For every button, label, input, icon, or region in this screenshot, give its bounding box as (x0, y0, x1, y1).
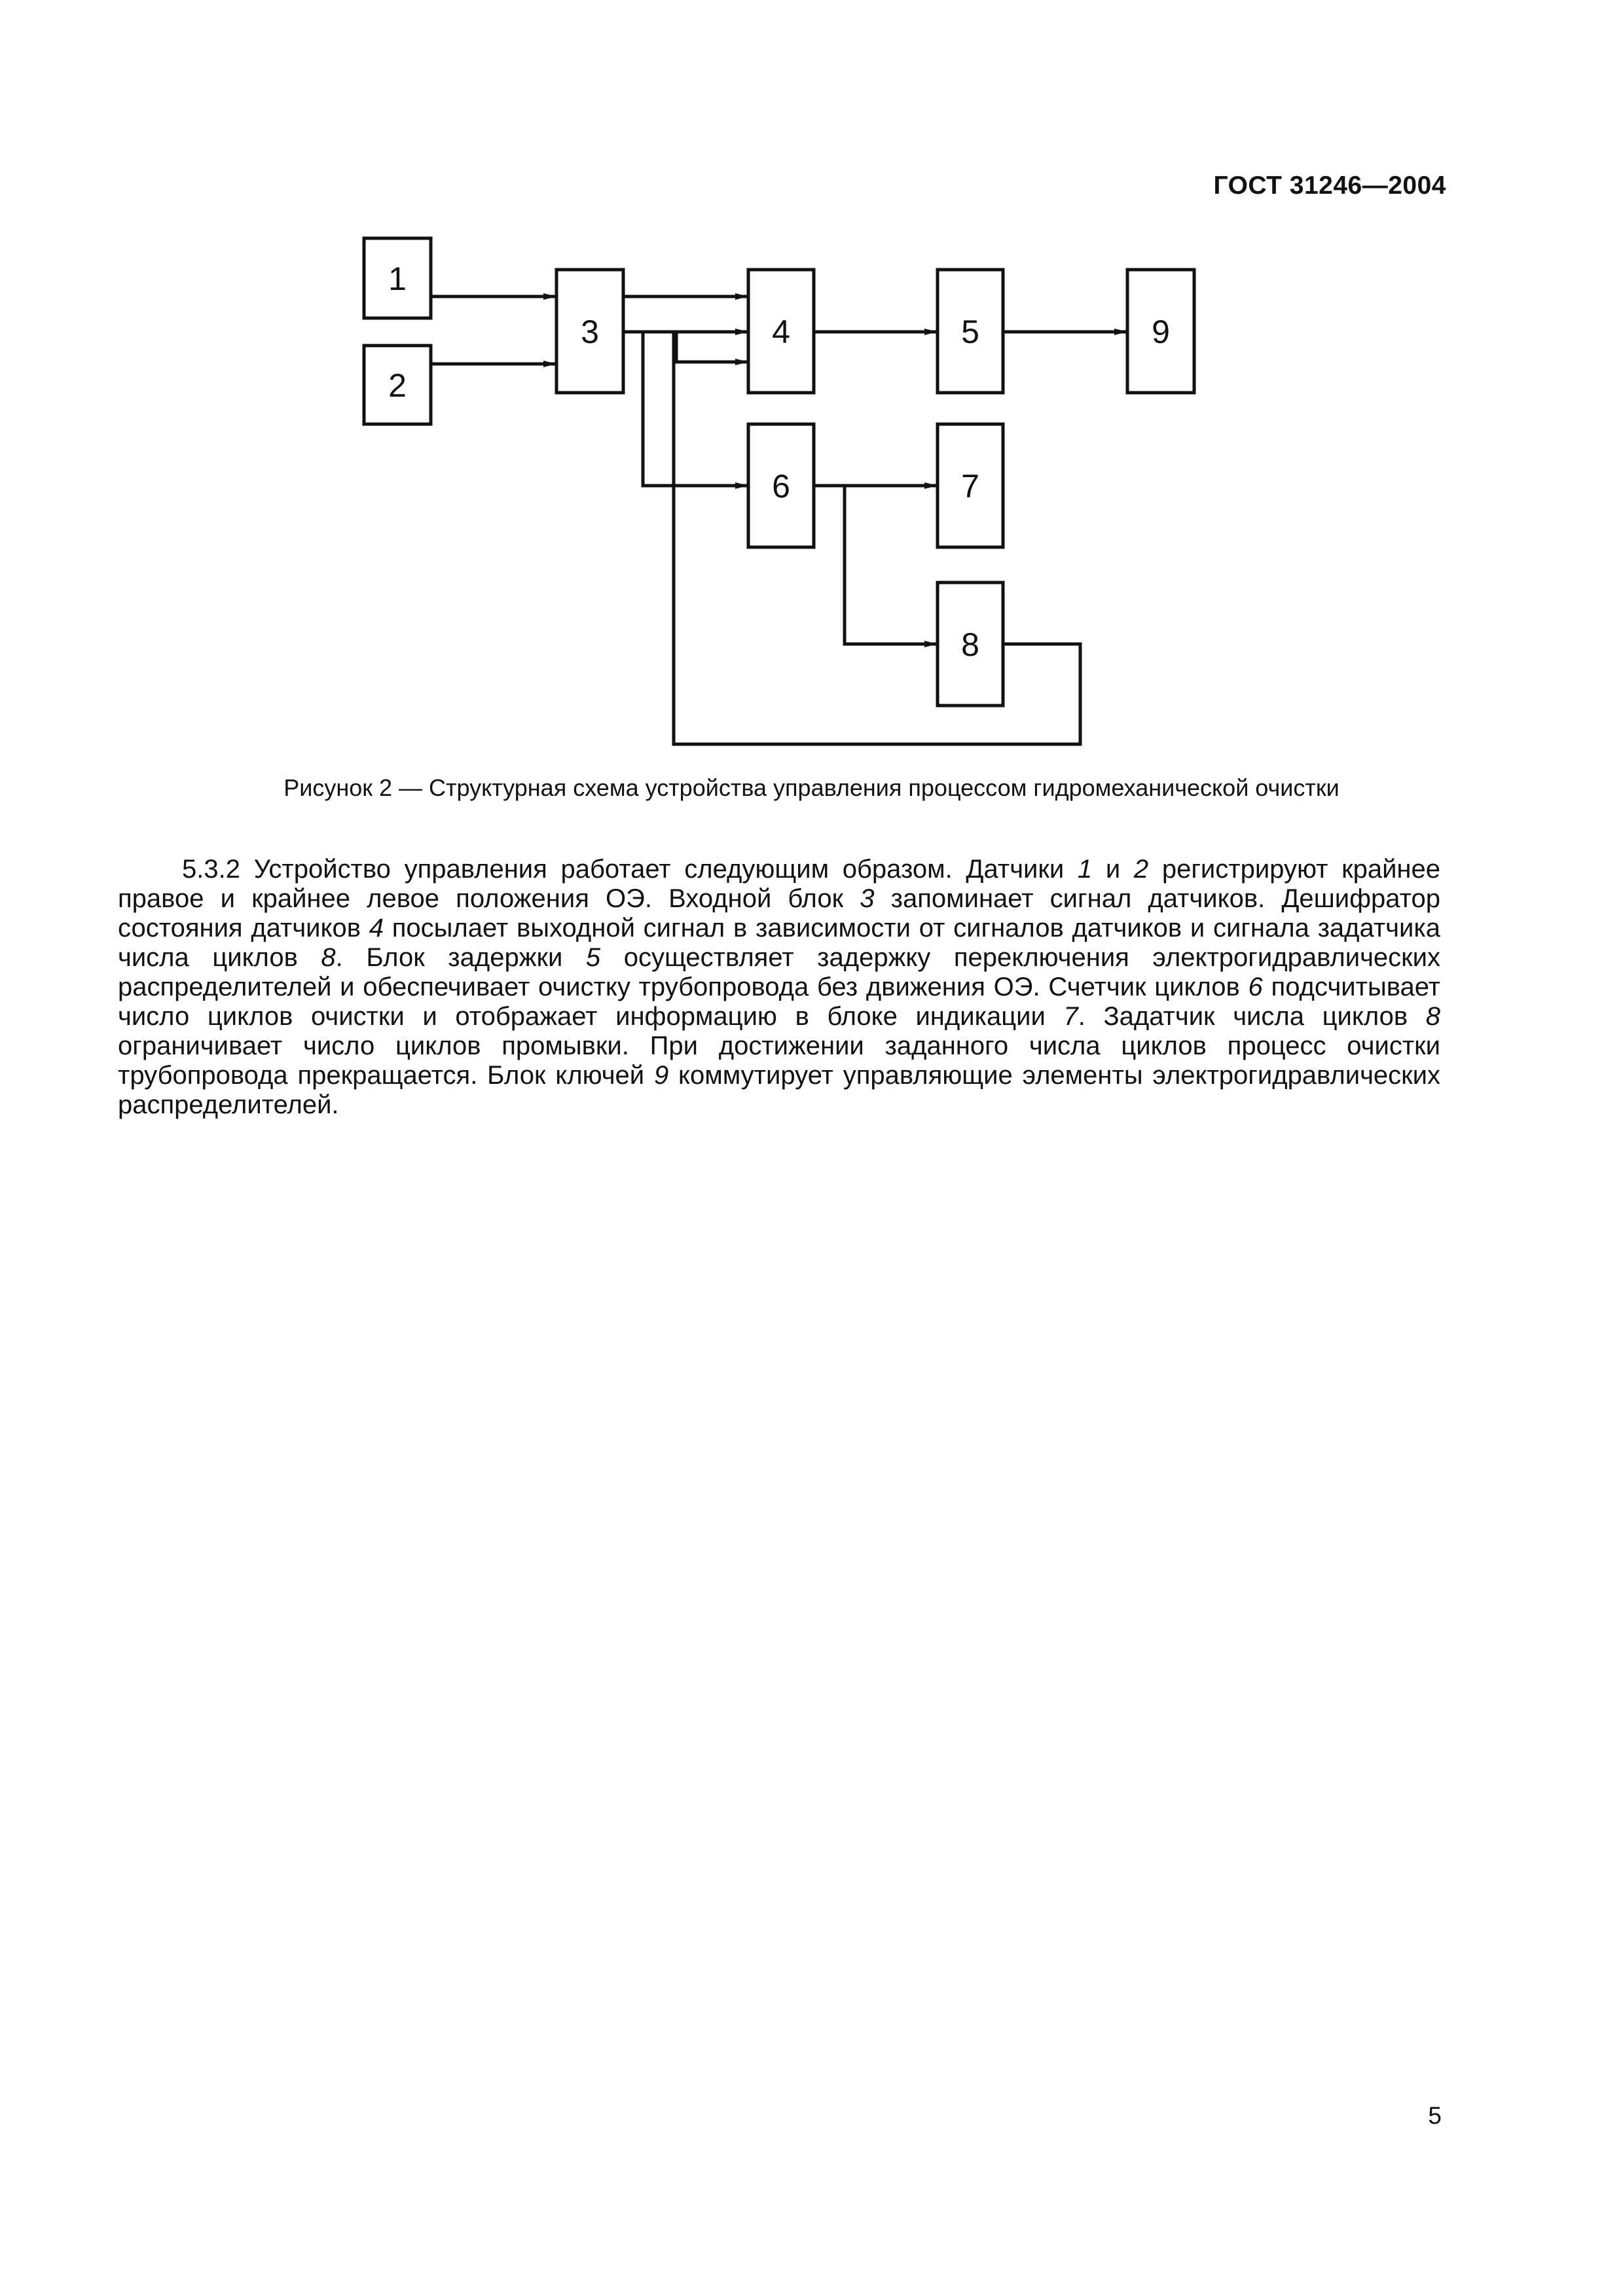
block-7-label: 7 (961, 468, 979, 505)
ref-number: 3 (860, 884, 875, 913)
block-4-label: 4 (772, 314, 790, 350)
block-3-label: 3 (581, 314, 599, 350)
link-6-8 (845, 486, 938, 644)
link-3-6 (643, 332, 748, 486)
text-run: осуществляет задержку переключения электрогидравлических распределителей и обеспечивает очистку трубопровода без движения ОЭ. Счетчик циклов (118, 943, 1441, 1001)
ref-number: 1 (1077, 855, 1093, 884)
text-run: запоминает сигнал датчиков. Дешифратор состояния датчиков (118, 884, 1440, 942)
section-paragraph (118, 855, 1440, 1120)
text-run: Устройство управления работает следующим образом. Датчики (253, 855, 1078, 884)
figure-caption: Рисунок 2 — Структурная схема устройства управления процессом гидромеханической очистки (283, 774, 1340, 801)
ref-number: 8 (1425, 1002, 1440, 1031)
block-8-label: 8 (961, 626, 979, 663)
ref-number: 8 (321, 943, 336, 972)
text-run: регистрируют крайнее правое и крайнее левое положения ОЭ. Входной блок (118, 855, 1441, 913)
text-run: . Задатчик числа циклов (1078, 1002, 1426, 1031)
block-5-label: 5 (961, 314, 979, 350)
block-1-label: 1 (388, 260, 407, 297)
text-run: посылает выходной сигнал в зависимости от сигналов датчиков и сигнала задатчика числа циклов (118, 914, 1440, 972)
feedback-8-3 (674, 332, 1080, 744)
ref-number: 2 (1133, 855, 1149, 884)
ref-number: 5 (585, 943, 601, 972)
block-9-label: 9 (1152, 314, 1170, 350)
page-number: 5 (1428, 2102, 1442, 2129)
block-2-label: 2 (388, 367, 407, 404)
text-run: ограничивает число циклов промывки. При достижении заданного числа циклов процесс очистки трубопровода прекращается. Блок ключей (118, 1031, 1440, 1090)
text-run: коммутирует управляющие элементы электрогидравлических распределителей. (118, 1061, 1440, 1119)
text-run: . Блок задержки (335, 943, 586, 972)
text-run: и (1092, 855, 1134, 884)
text-run: подсчитывает число циклов очистки и отображает информацию в блоке индикации (118, 973, 1440, 1031)
link-3-4-bottom (676, 332, 748, 362)
ref-number: 4 (369, 914, 384, 942)
ref-number: 6 (1248, 973, 1263, 1001)
section-number: 5.3.2 (182, 855, 240, 884)
ref-number: 9 (653, 1061, 669, 1090)
ref-number: 7 (1063, 1002, 1078, 1031)
block-diagram (0, 0, 1623, 772)
document-code: ГОСТ 31246—2004 (1213, 171, 1446, 200)
block-6-label: 6 (772, 468, 790, 505)
